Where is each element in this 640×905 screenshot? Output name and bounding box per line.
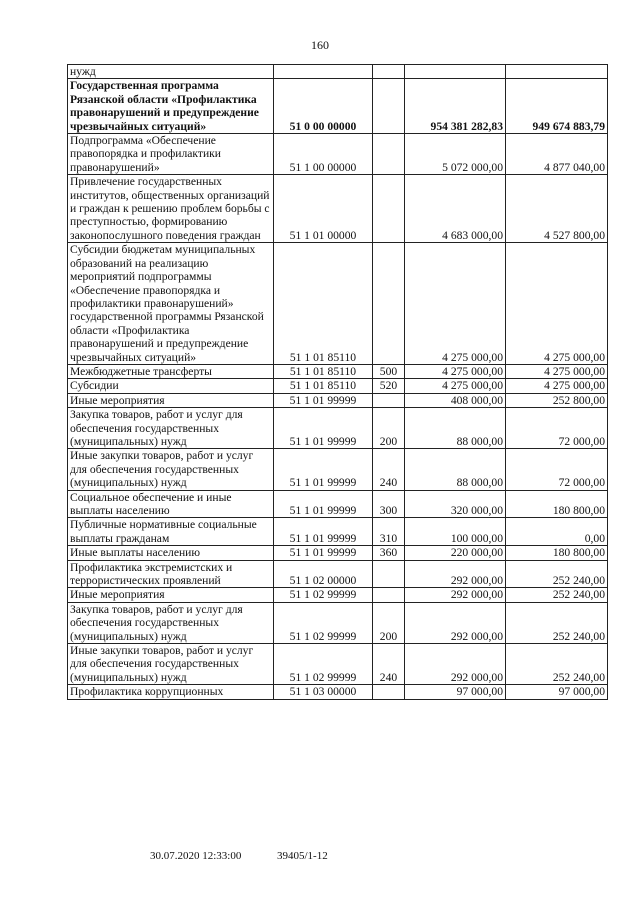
row-target-code-cell: 51 1 01 99999 [274, 408, 373, 449]
row-name-cell: Межбюджетные трансферты [68, 364, 274, 378]
page-number: 160 [311, 38, 329, 52]
row-amount-year1-cell [405, 65, 506, 79]
row-amount-year2-cell: 252 240,00 [506, 644, 608, 685]
row-amount-year1-cell: 100 000,00 [405, 518, 506, 546]
row-name-cell: Иные выплаты населению [68, 546, 274, 560]
row-target-code-cell [274, 65, 373, 79]
row-amount-year1-cell: 220 000,00 [405, 546, 506, 560]
table-row [68, 588, 608, 602]
row-target-code-cell: 51 1 02 99999 [274, 644, 373, 685]
row-name-cell: Закупка товаров, работ и услуг для обеспечения государственных (муниципальных) нужд [68, 602, 274, 643]
row-target-code-cell: 51 1 01 99999 [274, 518, 373, 546]
row-expense-type-cell: 200 [373, 408, 405, 449]
budget-table [67, 64, 608, 700]
table-row [68, 379, 608, 393]
row-target-code-cell: 51 1 01 00000 [274, 175, 373, 243]
row-expense-type-cell [373, 79, 405, 134]
footer-timestamp: 30.07.2020 12:33:00 [150, 850, 242, 862]
row-amount-year2-cell: 252 240,00 [506, 588, 608, 602]
row-amount-year1-cell: 292 000,00 [405, 560, 506, 588]
row-amount-year1-cell: 4 683 000,00 [405, 175, 506, 243]
row-amount-year1-cell: 292 000,00 [405, 588, 506, 602]
row-amount-year2-cell: 4 275 000,00 [506, 243, 608, 365]
row-expense-type-cell: 300 [373, 490, 405, 518]
row-name-cell: Государственная программа Рязанской области «Профилактика правонарушений и предупреждение чрезвычайных ситуаций» [68, 79, 274, 134]
row-target-code-cell: 51 1 01 99999 [274, 449, 373, 490]
row-expense-type-cell: 240 [373, 449, 405, 490]
row-amount-year1-cell: 5 072 000,00 [405, 134, 506, 175]
table-row [68, 449, 608, 490]
row-name-cell: Публичные нормативные социальные выплаты гражданам [68, 518, 274, 546]
table-row [68, 175, 608, 243]
row-target-code-cell: 51 1 00 00000 [274, 134, 373, 175]
row-name-cell: Иные закупки товаров, работ и услуг для обеспечения государственных (муниципальных) нужд [68, 644, 274, 685]
row-name-cell: Социальное обеспечение и иные выплаты населению [68, 490, 274, 518]
row-expense-type-cell [373, 134, 405, 175]
row-amount-year2-cell: 180 800,00 [506, 546, 608, 560]
budget-table-body [68, 65, 608, 700]
row-expense-type-cell: 360 [373, 546, 405, 560]
row-amount-year2-cell: 72 000,00 [506, 449, 608, 490]
row-name-cell: Профилактика экстремистских и террористических проявлений [68, 560, 274, 588]
row-name-cell: Субсидии бюджетам муниципальных образований на реализацию мероприятий подпрограммы «Обеспечение правопорядка и профилактики правонарушений» государственной программы Рязанской области «Профилактика правонарушений и предупреждение чрезвычайных ситуаций» [68, 243, 274, 365]
row-name-cell: Привлечение государственных институтов, общественных организаций и граждан к решению проблем борьбы с преступностью, формированию законопослушного поведения граждан [68, 175, 274, 243]
table-row [68, 243, 608, 365]
row-expense-type-cell: 240 [373, 644, 405, 685]
row-expense-type-cell [373, 393, 405, 407]
row-amount-year2-cell [506, 65, 608, 79]
table-row [68, 602, 608, 643]
row-target-code-cell: 51 1 01 99999 [274, 490, 373, 518]
row-name-cell: Субсидии [68, 379, 274, 393]
row-target-code-cell: 51 1 01 85110 [274, 364, 373, 378]
row-target-code-cell: 51 0 00 00000 [274, 79, 373, 134]
table-row [68, 79, 608, 134]
row-amount-year1-cell: 4 275 000,00 [405, 243, 506, 365]
row-name-cell: нужд [68, 65, 274, 79]
row-name-cell: Закупка товаров, работ и услуг для обеспечения государственных (муниципальных) нужд [68, 408, 274, 449]
table-row [68, 518, 608, 546]
table-row [68, 65, 608, 79]
row-expense-type-cell [373, 243, 405, 365]
row-amount-year2-cell: 949 674 883,79 [506, 79, 608, 134]
row-name-cell: Подпрограмма «Обеспечение правопорядка и профилактики правонарушений» [68, 134, 274, 175]
row-amount-year2-cell: 252 240,00 [506, 602, 608, 643]
row-name-cell: Иные закупки товаров, работ и услуг для обеспечения государственных (муниципальных) нужд [68, 449, 274, 490]
row-expense-type-cell: 500 [373, 364, 405, 378]
row-expense-type-cell: 200 [373, 602, 405, 643]
row-amount-year2-cell: 252 800,00 [506, 393, 608, 407]
row-target-code-cell: 51 1 01 99999 [274, 393, 373, 407]
row-target-code-cell: 51 1 01 85110 [274, 243, 373, 365]
row-amount-year2-cell: 97 000,00 [506, 685, 608, 699]
table-row [68, 134, 608, 175]
row-amount-year1-cell: 4 275 000,00 [405, 379, 506, 393]
table-row [68, 560, 608, 588]
table-row [68, 364, 608, 378]
row-target-code-cell: 51 1 01 85110 [274, 379, 373, 393]
row-amount-year2-cell: 252 240,00 [506, 560, 608, 588]
row-target-code-cell: 51 1 02 99999 [274, 588, 373, 602]
table-row [68, 644, 608, 685]
row-expense-type-cell [373, 560, 405, 588]
row-expense-type-cell [373, 588, 405, 602]
row-target-code-cell: 51 1 02 00000 [274, 560, 373, 588]
row-amount-year2-cell: 0,00 [506, 518, 608, 546]
row-amount-year2-cell: 4 877 040,00 [506, 134, 608, 175]
row-amount-year2-cell: 180 800,00 [506, 490, 608, 518]
row-amount-year1-cell: 4 275 000,00 [405, 364, 506, 378]
table-row [68, 490, 608, 518]
row-expense-type-cell: 310 [373, 518, 405, 546]
table-row [68, 408, 608, 449]
row-expense-type-cell: 520 [373, 379, 405, 393]
row-target-code-cell: 51 1 02 99999 [274, 602, 373, 643]
footer-document-id: 39405/1-12 [277, 850, 328, 862]
row-amount-year1-cell: 292 000,00 [405, 602, 506, 643]
row-name-cell: Иные мероприятия [68, 393, 274, 407]
row-expense-type-cell [373, 65, 405, 79]
row-amount-year1-cell: 292 000,00 [405, 644, 506, 685]
row-target-code-cell: 51 1 01 99999 [274, 546, 373, 560]
row-amount-year2-cell: 4 527 800,00 [506, 175, 608, 243]
table-row [68, 546, 608, 560]
row-amount-year1-cell: 320 000,00 [405, 490, 506, 518]
row-amount-year2-cell: 4 275 000,00 [506, 379, 608, 393]
row-amount-year2-cell: 4 275 000,00 [506, 364, 608, 378]
row-name-cell: Иные мероприятия [68, 588, 274, 602]
row-amount-year1-cell: 88 000,00 [405, 408, 506, 449]
table-row [68, 685, 608, 699]
table-row [68, 393, 608, 407]
row-amount-year1-cell: 97 000,00 [405, 685, 506, 699]
row-target-code-cell: 51 1 03 00000 [274, 685, 373, 699]
row-expense-type-cell [373, 685, 405, 699]
row-amount-year1-cell: 88 000,00 [405, 449, 506, 490]
row-name-cell: Профилактика коррупционных [68, 685, 274, 699]
row-amount-year1-cell: 954 381 282,83 [405, 79, 506, 134]
row-expense-type-cell [373, 175, 405, 243]
row-amount-year1-cell: 408 000,00 [405, 393, 506, 407]
row-amount-year2-cell: 72 000,00 [506, 408, 608, 449]
